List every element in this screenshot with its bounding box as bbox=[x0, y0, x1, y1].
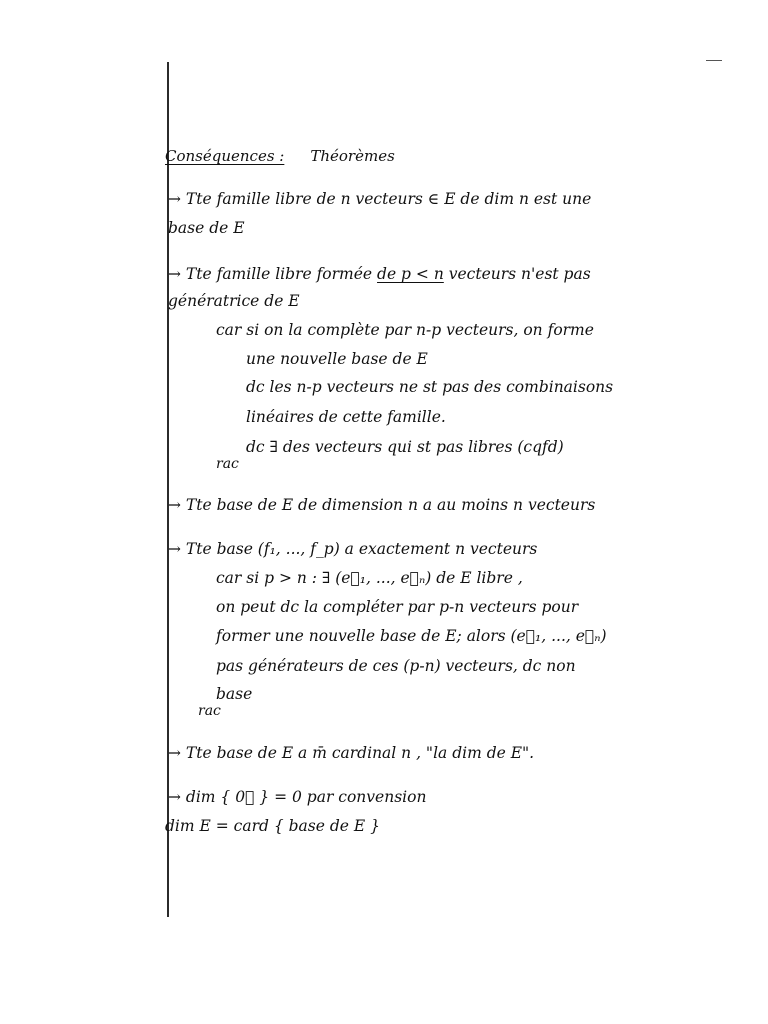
theorem-2-line-2: génératrice de E bbox=[168, 292, 300, 310]
theorem-2-line-7: dc ∃ des vecteurs qui st pas libres (cqfd) bbox=[246, 438, 564, 456]
theorem-2-line-1-underlined: de p < n bbox=[377, 265, 444, 283]
heading-theoremes: Théorèmes bbox=[310, 147, 395, 165]
theorem-4-rac: rac bbox=[198, 703, 221, 719]
section-heading bbox=[165, 146, 395, 166]
theorem-2-rac: rac bbox=[216, 456, 239, 472]
theorem-2-line-1 bbox=[168, 264, 591, 284]
corner-mark bbox=[706, 60, 722, 61]
theorem-4-line-5: pas générateurs de ces (p-n) vecteurs, dc non bbox=[216, 657, 576, 675]
theorem-2-line-1-before: → Tte famille libre formée bbox=[168, 265, 378, 283]
theorem-2-line-6: linéaires de cette famille. bbox=[246, 408, 446, 426]
theorem-6-line-1: → dim { 0⃗ } = 0 par convension bbox=[168, 788, 427, 806]
theorem-1-line-2: base de E bbox=[168, 219, 245, 237]
heading-consequences: Conséquences : bbox=[165, 147, 285, 165]
theorem-3-line-1: → Tte base de E de dimension n a au moins n vecteurs bbox=[168, 496, 596, 514]
theorem-2-line-4: une nouvelle base de E bbox=[246, 350, 428, 368]
theorem-4-line-3: on peut dc la compléter par p-n vecteurs pour bbox=[216, 598, 579, 616]
theorem-6-line-2: dim E = card { base de E } bbox=[165, 817, 380, 835]
theorem-2-line-1-after: vecteurs n'est pas bbox=[443, 265, 591, 283]
theorem-2-line-3: car si on la complète par n-p vecteurs, on forme bbox=[216, 321, 594, 339]
theorem-4-line-4: former une nouvelle base de E; alors (e⃗₁, ..., e⃗ₙ) bbox=[216, 627, 607, 645]
theorem-5-line-1: → Tte base de E a m̄ cardinal n , "la dim de E". bbox=[168, 744, 535, 762]
theorem-2-line-5: dc les n-p vecteurs ne st pas des combinaisons bbox=[246, 378, 614, 396]
theorem-1-line-1: → Tte famille libre de n vecteurs ∈ E de dim n est une bbox=[168, 190, 592, 208]
theorem-4-line-2: car si p > n : ∃ (e⃗₁, ..., e⃗ₙ) de E libre , bbox=[216, 569, 523, 587]
theorem-4-line-1: → Tte base (f₁, ..., f_p) a exactement n vecteurs bbox=[168, 540, 538, 558]
theorem-4-line-6: base bbox=[216, 685, 253, 703]
